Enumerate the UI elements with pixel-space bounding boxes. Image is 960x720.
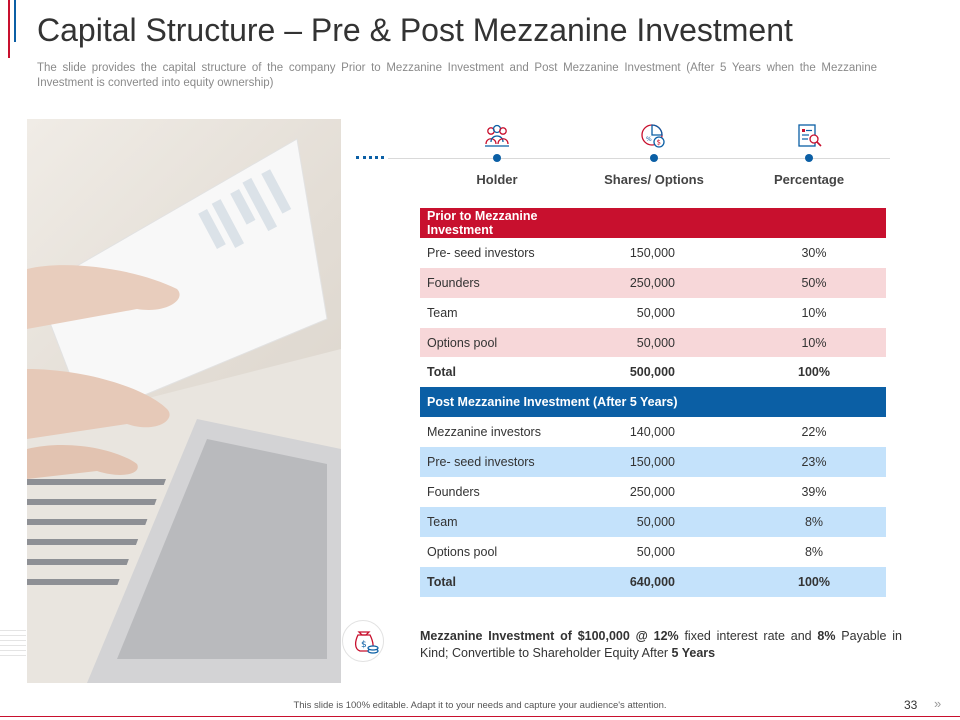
table-row (420, 507, 886, 537)
holder-cell: Options pool (427, 544, 498, 559)
people-group-icon (483, 122, 511, 150)
investment-note (420, 628, 902, 662)
shares-cell: 140,000 (629, 425, 675, 440)
capital-structure-table (420, 208, 886, 597)
shares-cell: 50,000 (636, 305, 675, 320)
shares-cell: 50,000 (636, 544, 675, 559)
pct-cell: 30% (801, 245, 827, 260)
table-row (420, 417, 886, 447)
pie-chart-percent-icon (639, 122, 667, 150)
pct-cell: 10% (801, 335, 827, 350)
holder-cell: Pre- seed investors (427, 245, 535, 260)
table-row (420, 268, 886, 298)
section-heading-pre (420, 208, 886, 238)
accent-bar-red (8, 0, 10, 58)
header-line (388, 158, 890, 159)
total-pct: 100% (798, 365, 830, 380)
note-bold-2: 8% (817, 629, 836, 643)
pct-cell: 8% (804, 514, 824, 529)
holder-cell: Team (427, 514, 458, 529)
section-heading-post (420, 387, 886, 417)
holder-cell: Options pool (427, 335, 498, 350)
pct-cell: 22% (801, 425, 827, 440)
table-row (420, 447, 886, 477)
svg-text:$: $ (656, 138, 661, 147)
note-text-1: fixed interest rate and (678, 629, 818, 643)
pct-cell: 8% (804, 544, 824, 559)
accent-bar-blue (14, 0, 16, 42)
total-row-pre (420, 357, 886, 387)
report-magnifier-icon (795, 122, 823, 150)
pct-cell: 39% (801, 484, 827, 499)
footer-line (0, 716, 960, 717)
shares-cell: 150,000 (629, 245, 675, 260)
page-number: 33 (904, 698, 918, 712)
shares-cell: 150,000 (629, 455, 675, 470)
table-row (420, 328, 886, 358)
svg-text:$: $ (361, 640, 367, 650)
table-row (420, 477, 886, 507)
column-header-holder: Holder (476, 172, 518, 187)
laptop-photo (27, 119, 341, 683)
slide-title: Capital Structure – Pre & Post Mezzanine Investment (37, 12, 793, 48)
shares-cell: 50,000 (636, 514, 675, 529)
decorative-lines (0, 630, 26, 660)
section-heading-pre-label: Prior to Mezzanine Investment (427, 208, 538, 237)
shares-cell: 250,000 (629, 275, 675, 290)
table-row (420, 537, 886, 567)
holder-cell: Pre- seed investors (427, 455, 535, 470)
total-row-post (420, 567, 886, 597)
total-shares: 640,000 (629, 574, 675, 589)
double-chevron-right-icon[interactable]: » (934, 696, 942, 711)
holder-cell: Founders (427, 275, 480, 290)
pct-cell: 23% (801, 455, 827, 470)
shares-cell: 250,000 (629, 484, 675, 499)
total-label: Total (427, 365, 456, 380)
total-shares: 500,000 (629, 365, 675, 380)
shares-dot (650, 154, 658, 162)
holder-cell: Mezzanine investors (427, 425, 541, 440)
total-label: Total (427, 574, 456, 589)
note-bold-3: 5 Years (671, 646, 716, 660)
total-pct: 100% (798, 574, 830, 589)
note-bold-1: Mezzanine Investment of $100,000 @ 12% (420, 629, 679, 643)
holder-cell: Founders (427, 484, 480, 499)
note-text-2: Payable in Kind; Convertible to Shareholder Equity After (420, 629, 902, 660)
section-heading-post-label: Post Mezzanine Investment (After 5 Years) (427, 395, 678, 410)
holder-dot (493, 154, 501, 162)
slide-subtitle: The slide provides the capital structure of the company Prior to Mezzanine Investment and Post Mezzanine Investment (After 5 Years when the Mezzanine Investment is converted into equity ownership) (37, 62, 877, 89)
pct-cell: 50% (801, 275, 827, 290)
percentage-dot (805, 154, 813, 162)
table-row (420, 298, 886, 328)
svg-text:%: % (646, 136, 652, 143)
shares-cell: 50,000 (636, 335, 675, 350)
footer-text: This slide is 100% editable. Adapt it to your needs and capture your audience's attention. (293, 700, 667, 711)
money-bag-coins-icon (342, 620, 384, 662)
column-header-percentage: Percentage (773, 172, 845, 187)
column-header-shares: Shares/ Options (604, 172, 704, 187)
table-row (420, 238, 886, 268)
header-dash-decoration (356, 156, 384, 159)
pct-cell: 10% (801, 305, 827, 320)
holder-cell: Team (427, 305, 458, 320)
